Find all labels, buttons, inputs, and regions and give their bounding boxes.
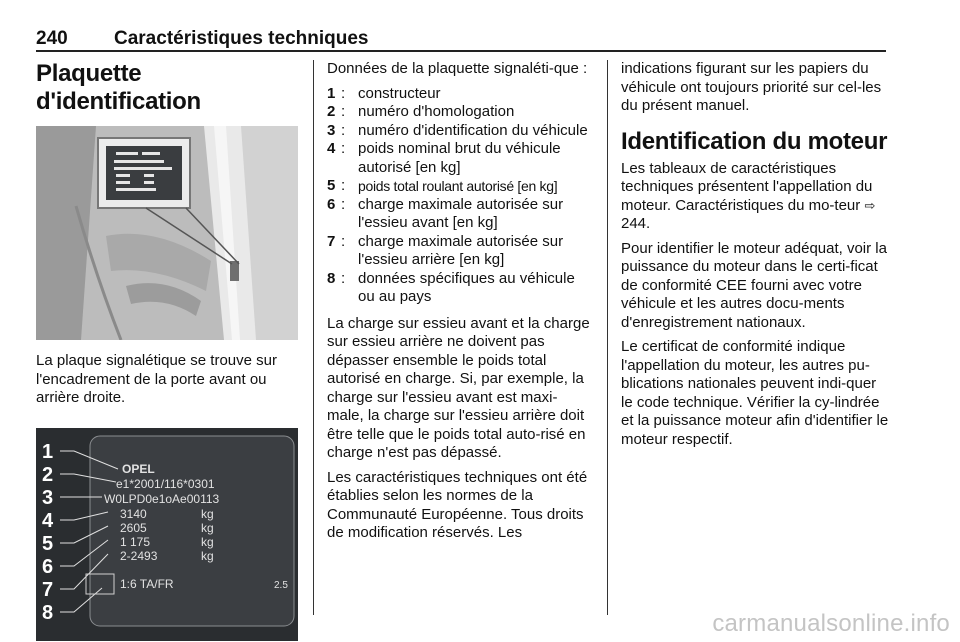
column-1 bbox=[36, 60, 301, 641]
plate-weight-2: 2605 bbox=[120, 520, 147, 535]
section-heading-moteur: Identification du moteur bbox=[621, 127, 888, 155]
legend-item: 1 : constructeur bbox=[327, 84, 441, 102]
standards-paragraph: Les caractéristiques techniques ont été établies selon les normes de la Communauté Européenne. Tous droits de modification réservés. Les bbox=[327, 468, 588, 541]
plate-legend-list bbox=[327, 85, 593, 307]
plate-unit: kg bbox=[201, 506, 214, 521]
plate-weight-4: 2-2493 bbox=[120, 548, 158, 563]
legend-item: 8 : données spécifiques au véhicule ou au pays bbox=[327, 269, 575, 305]
column-2 bbox=[327, 60, 593, 549]
certificate-paragraph: Le certificat de conformité indique l'appellation du moteur, les autres pu-blications nationales peuvent indi-quer le code technique. Vérifier la cy-lindrée et la puissance moteur afin d'identifier le moteur respectif. bbox=[621, 338, 889, 448]
axle-load-paragraph: La charge sur essieu avant et la charge sur essieu arrière ne doivent pas dépasser ensemble le poids total autorisé en charge. Si, par exemple, la charge sur l'essieu avant est maxi-male, la charge sur l'essieu arrière doit être telle que le poids total auto-risé en charge n'est pas dépassé. bbox=[327, 314, 590, 461]
door-frame-photo bbox=[36, 126, 298, 340]
engine-tables-paragraph: Les tableaux de caractéristiques techniques présentent l'appellation du moteur. Caractéristiques du mo-teur ⇨ 244. bbox=[621, 159, 876, 232]
callout-label: 7 bbox=[42, 578, 54, 601]
plate-vin: W0LPD0e1oAe00113 bbox=[104, 491, 220, 506]
plate-location-caption: La plaque signalétique se trouve sur l'encadrement de la porte avant ou arrière droite. bbox=[36, 352, 277, 406]
header-rule bbox=[36, 50, 886, 52]
legend-item: 2 : numéro d'homologation bbox=[327, 103, 515, 120]
engine-identify-paragraph: Pour identifier le moteur adéquat, voir la puissance du moteur dans le certi-ficat de conformité CEE fourni avec votre véhicule et les autres docu-ments d'enregistrement nationaux. bbox=[621, 239, 887, 331]
page-reference-arrow-icon: ⇨ bbox=[864, 197, 876, 213]
legend-item: 5 : poids total roulant autorisé [en kg] bbox=[327, 177, 558, 194]
plate-unit: kg bbox=[201, 520, 214, 535]
identification-plate-image bbox=[36, 428, 298, 641]
page-reference-link[interactable]: 244. bbox=[621, 215, 651, 232]
legend-item: 7 : charge maximale autorisée sur l'essieu arrière [en kg] bbox=[327, 232, 564, 268]
continued-paragraph: indications figurant sur les papiers du véhicule ont toujours priorité sur cel-les du présent manuel. bbox=[621, 60, 882, 114]
section-heading-plaquette: Plaquette d'identification bbox=[36, 60, 201, 115]
callout-label: 1 bbox=[42, 440, 54, 463]
plate-manufacturer: OPEL bbox=[122, 461, 155, 476]
legend-item: 4 : poids nominal brut du véhicule autorisé [en kg] bbox=[327, 140, 561, 176]
page-header bbox=[36, 28, 886, 52]
plate-homologation: e1*2001/116*0301 bbox=[116, 476, 215, 491]
page-number: 240 bbox=[36, 28, 68, 49]
plate-weight-1: 3140 bbox=[120, 506, 147, 521]
plate-unit: kg bbox=[201, 534, 214, 549]
legend-intro: Données de la plaquette signaléti-que : bbox=[327, 60, 588, 77]
callout-label: 5 bbox=[42, 532, 54, 555]
legend-item: 3 : numéro d'identification du véhicule bbox=[327, 121, 588, 139]
plate-unit: kg bbox=[201, 548, 214, 563]
column-3 bbox=[621, 60, 889, 455]
door-frame-illustration bbox=[36, 126, 298, 340]
callout-label: 2 bbox=[42, 463, 54, 486]
callout-label: 6 bbox=[42, 555, 54, 578]
watermark: carmanualsonline.info bbox=[712, 610, 950, 637]
plate-side-code: 2.5 bbox=[274, 579, 288, 591]
callout-label: 3 bbox=[42, 486, 54, 509]
chapter-title: Caractéristiques techniques bbox=[114, 28, 369, 49]
plate-specific-data: 1:6 TA/FR bbox=[120, 576, 174, 591]
legend-item: 6 : charge maximale autorisée sur l'essieu avant [en kg] bbox=[327, 195, 564, 231]
callout-label: 8 bbox=[42, 601, 54, 624]
column-divider-2 bbox=[607, 60, 608, 615]
plate-weight-3: 1 175 bbox=[120, 534, 151, 549]
identification-plate-diagram bbox=[36, 428, 298, 641]
callout-label: 4 bbox=[42, 509, 54, 532]
column-divider-1 bbox=[313, 60, 314, 615]
